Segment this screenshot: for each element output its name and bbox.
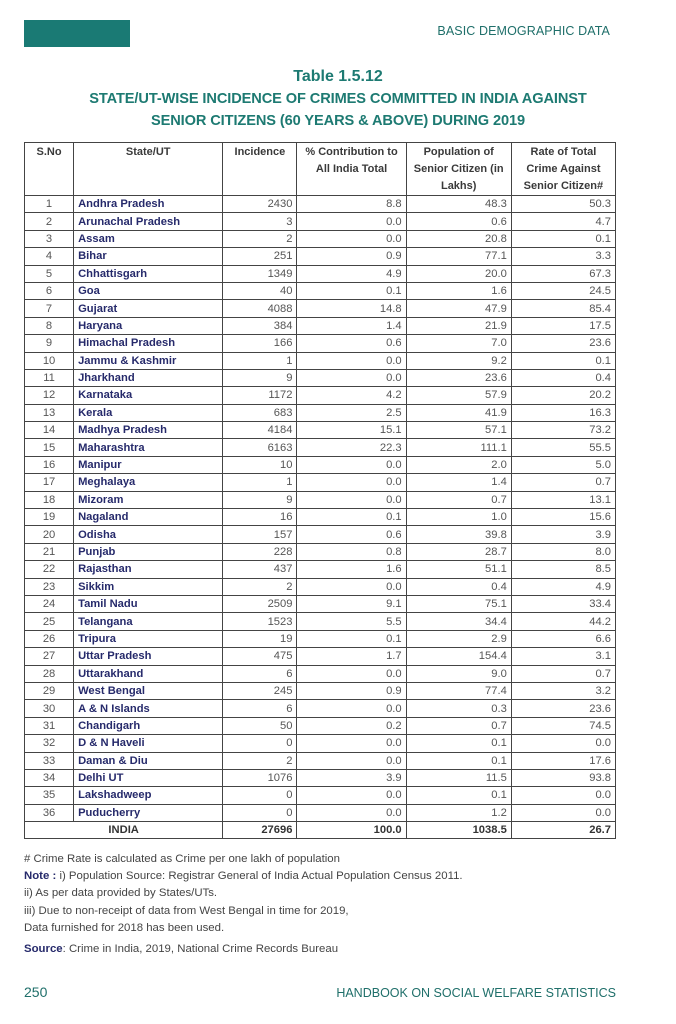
cell-population: 0.6: [406, 213, 511, 230]
cell-sno: 15: [25, 439, 74, 456]
cell-rate: 85.4: [511, 300, 615, 317]
cell-sno: 33: [25, 752, 74, 769]
cell-incidence: 1: [223, 474, 297, 491]
cell-pct: 0.0: [297, 665, 406, 682]
table-row: [25, 282, 616, 299]
cell-incidence: 0: [223, 735, 297, 752]
cell-rate: 16.3: [511, 404, 615, 421]
table-row: [25, 804, 616, 821]
cell-pct: 0.0: [297, 491, 406, 508]
cell-sno: 22: [25, 561, 74, 578]
cell-rate: 44.2: [511, 613, 615, 630]
cell-pct: 4.2: [297, 387, 406, 404]
cell-sno: 20: [25, 526, 74, 543]
cell-rate: 4.9: [511, 578, 615, 595]
cell-population: 1.0: [406, 509, 511, 526]
cell-pct: 4.9: [297, 265, 406, 282]
footer-handbook-title: HANDBOOK ON SOCIAL WELFARE STATISTICS: [336, 986, 616, 1000]
cell-pct: 5.5: [297, 613, 406, 630]
table-row: [25, 300, 616, 317]
cell-rate: 50.3: [511, 196, 615, 213]
cell-incidence: 1172: [223, 387, 297, 404]
note-iii: iii) Due to non-receipt of data from West Bengal in time for 2019,: [24, 904, 349, 917]
cell-population: 2.0: [406, 456, 511, 473]
cell-state: Odisha: [74, 526, 223, 543]
cell-sno: 26: [25, 630, 74, 647]
table-row: [25, 317, 616, 334]
cell-incidence: 437: [223, 561, 297, 578]
cell-incidence: 2430: [223, 196, 297, 213]
cell-rate: 4.7: [511, 213, 615, 230]
cell-sno: 11: [25, 369, 74, 386]
cell-pct: 0.1: [297, 630, 406, 647]
cell-incidence: 1523: [223, 613, 297, 630]
cell-state: Assam: [74, 230, 223, 247]
cell-rate: 0.0: [511, 735, 615, 752]
cell-population: 0.7: [406, 717, 511, 734]
cell-sno: 9: [25, 335, 74, 352]
cell-population: 7.0: [406, 335, 511, 352]
cell-sno: 14: [25, 422, 74, 439]
cell-incidence: 384: [223, 317, 297, 334]
table-row: [25, 491, 616, 508]
cell-pct: 14.8: [297, 300, 406, 317]
table-row: [25, 526, 616, 543]
cell-rate: 13.1: [511, 491, 615, 508]
cell-state: Tamil Nadu: [74, 595, 223, 612]
cell-state: Sikkim: [74, 578, 223, 595]
cell-rate: 0.4: [511, 369, 615, 386]
cell-state: Haryana: [74, 317, 223, 334]
cell-rate: 17.6: [511, 752, 615, 769]
cell-sno: 30: [25, 700, 74, 717]
cell-pct: 22.3: [297, 439, 406, 456]
cell-incidence: 19: [223, 630, 297, 647]
cell-rate: 0.7: [511, 474, 615, 491]
cell-population: 1.2: [406, 804, 511, 821]
page-number: 250: [24, 984, 48, 1000]
cell-sno: 5: [25, 265, 74, 282]
cell-population: 51.1: [406, 561, 511, 578]
cell-sno: 25: [25, 613, 74, 630]
note-i-text: i) Population Source: Registrar General of India Actual Population Census 2011.: [56, 870, 463, 883]
cell-pct: 0.9: [297, 682, 406, 699]
table-row: [25, 213, 616, 230]
cell-pct: 0.0: [297, 700, 406, 717]
cell-pct: 0.6: [297, 526, 406, 543]
table-row: [25, 335, 616, 352]
table-row: [25, 787, 616, 804]
cell-sno: 16: [25, 456, 74, 473]
col-header-population: Population of Senior Citizen (in Lakhs): [406, 143, 511, 196]
cell-sno: 17: [25, 474, 74, 491]
table-row: [25, 595, 616, 612]
table-row: [25, 769, 616, 786]
cell-incidence: 1076: [223, 769, 297, 786]
cell-population: 1.4: [406, 474, 511, 491]
cell-population: 9.2: [406, 352, 511, 369]
cell-sno: 7: [25, 300, 74, 317]
cell-rate: 73.2: [511, 422, 615, 439]
table-row: [25, 561, 616, 578]
cell-population: 0.1: [406, 752, 511, 769]
cell-incidence: 251: [223, 248, 297, 265]
cell-sno: 32: [25, 735, 74, 752]
cell-sno: 28: [25, 665, 74, 682]
cell-pct: 0.0: [297, 456, 406, 473]
cell-population: 39.8: [406, 526, 511, 543]
cell-pct: 0.0: [297, 735, 406, 752]
cell-state: Manipur: [74, 456, 223, 473]
cell-sno: 6: [25, 282, 74, 299]
cell-sno: 29: [25, 682, 74, 699]
cell-population: 20.0: [406, 265, 511, 282]
cell-state: Chandigarh: [74, 717, 223, 734]
cell-rate: 3.3: [511, 248, 615, 265]
cell-state: Telangana: [74, 613, 223, 630]
cell-pct: 0.1: [297, 509, 406, 526]
cell-population: 28.7: [406, 543, 511, 560]
cell-population: 0.3: [406, 700, 511, 717]
cell-sno: 13: [25, 404, 74, 421]
cell-pct: 0.6: [297, 335, 406, 352]
cell-pct: 0.0: [297, 752, 406, 769]
cell-sno: 36: [25, 804, 74, 821]
table-row: [25, 265, 616, 282]
cell-sno: 34: [25, 769, 74, 786]
cell-sno: 3: [25, 230, 74, 247]
cell-rate: 23.6: [511, 335, 615, 352]
cell-state: Goa: [74, 282, 223, 299]
cell-rate: 0.0: [511, 787, 615, 804]
cell-sno: 27: [25, 648, 74, 665]
cell-sno: 35: [25, 787, 74, 804]
cell-state: Meghalaya: [74, 474, 223, 491]
cell-pct: 0.0: [297, 578, 406, 595]
table-row: [25, 752, 616, 769]
cell-pct: 1.6: [297, 561, 406, 578]
cell-pct: 0.0: [297, 804, 406, 821]
cell-population: 1.6: [406, 282, 511, 299]
cell-incidence: 1349: [223, 265, 297, 282]
cell-pct: 3.9: [297, 769, 406, 786]
cell-state: Tripura: [74, 630, 223, 647]
cell-population: 9.0: [406, 665, 511, 682]
cell-pct: 0.1: [297, 282, 406, 299]
cell-state: Uttar Pradesh: [74, 648, 223, 665]
cell-state: Kerala: [74, 404, 223, 421]
cell-sno: 23: [25, 578, 74, 595]
cell-incidence: 245: [223, 682, 297, 699]
cell-pct: 15.1: [297, 422, 406, 439]
table-row: [25, 682, 616, 699]
table-row: [25, 352, 616, 369]
total-population: 1038.5: [406, 822, 511, 839]
header-accent-block: [24, 20, 130, 47]
cell-state: Lakshadweep: [74, 787, 223, 804]
cell-state: Gujarat: [74, 300, 223, 317]
cell-pct: 0.0: [297, 787, 406, 804]
cell-population: 41.9: [406, 404, 511, 421]
cell-rate: 0.1: [511, 352, 615, 369]
cell-incidence: 2: [223, 752, 297, 769]
cell-incidence: 683: [223, 404, 297, 421]
table-row: [25, 717, 616, 734]
cell-sno: 19: [25, 509, 74, 526]
cell-sno: 31: [25, 717, 74, 734]
cell-incidence: 9: [223, 369, 297, 386]
table-body: [25, 196, 616, 822]
cell-pct: 1.7: [297, 648, 406, 665]
cell-incidence: 2: [223, 578, 297, 595]
cell-pct: 9.1: [297, 595, 406, 612]
cell-pct: 1.4: [297, 317, 406, 334]
table-title-line2: SENIOR CITIZENS (60 YEARS & ABOVE) DURING 2019: [150, 113, 526, 129]
cell-pct: 0.8: [297, 543, 406, 560]
cell-pct: 0.0: [297, 352, 406, 369]
table-title-line1: STATE/UT-WISE INCIDENCE OF CRIMES COMMITTED IN INDIA AGAINST: [89, 91, 587, 107]
cell-population: 111.1: [406, 439, 511, 456]
notes: [24, 851, 463, 958]
cell-incidence: 6: [223, 665, 297, 682]
cell-state: Maharashtra: [74, 439, 223, 456]
cell-population: 48.3: [406, 196, 511, 213]
table-row: [25, 230, 616, 247]
cell-state: Jharkhand: [74, 369, 223, 386]
cell-population: 77.4: [406, 682, 511, 699]
cell-incidence: 157: [223, 526, 297, 543]
cell-state: Arunachal Pradesh: [74, 213, 223, 230]
note-iii-cont: Data furnished for 2018 has been used.: [24, 921, 225, 934]
cell-rate: 15.6: [511, 509, 615, 526]
cell-state: Chhattisgarh: [74, 265, 223, 282]
cell-incidence: 40: [223, 282, 297, 299]
cell-state: Uttarakhand: [74, 665, 223, 682]
cell-state: Madhya Pradesh: [74, 422, 223, 439]
note-label: Note :: [24, 870, 57, 883]
table-row: [25, 474, 616, 491]
cell-population: 47.9: [406, 300, 511, 317]
cell-pct: 0.2: [297, 717, 406, 734]
cell-incidence: 228: [223, 543, 297, 560]
cell-sno: 12: [25, 387, 74, 404]
source-line: [24, 941, 463, 958]
cell-pct: 0.0: [297, 369, 406, 386]
cell-sno: 4: [25, 248, 74, 265]
table-row: [25, 439, 616, 456]
cell-rate: 74.5: [511, 717, 615, 734]
cell-rate: 23.6: [511, 700, 615, 717]
cell-population: 154.4: [406, 648, 511, 665]
cell-pct: 8.8: [297, 196, 406, 213]
table-row: [25, 404, 616, 421]
col-header-sno: S.No: [25, 143, 74, 196]
cell-population: 34.4: [406, 613, 511, 630]
cell-pct: 0.0: [297, 474, 406, 491]
note-ii: ii) As per data provided by States/UTs.: [24, 887, 218, 900]
cell-pct: 2.5: [297, 404, 406, 421]
cell-incidence: 6163: [223, 439, 297, 456]
cell-population: 21.9: [406, 317, 511, 334]
cell-rate: 6.6: [511, 630, 615, 647]
cell-incidence: 4184: [223, 422, 297, 439]
table-row: [25, 630, 616, 647]
table-row: [25, 456, 616, 473]
cell-pct: 0.9: [297, 248, 406, 265]
cell-state: D & N Haveli: [74, 735, 223, 752]
cell-rate: 17.5: [511, 317, 615, 334]
cell-population: 0.4: [406, 578, 511, 595]
cell-incidence: 10: [223, 456, 297, 473]
table-row: [25, 613, 616, 630]
cell-population: 23.6: [406, 369, 511, 386]
table-row: [25, 735, 616, 752]
cell-rate: 55.5: [511, 439, 615, 456]
cell-sno: 18: [25, 491, 74, 508]
total-row: [25, 822, 616, 839]
col-header-pct-contribution: % Contribution to All India Total: [297, 143, 406, 196]
cell-incidence: 166: [223, 335, 297, 352]
table-row: [25, 422, 616, 439]
table-header-row: [25, 143, 616, 196]
total-pct: 100.0: [297, 822, 406, 839]
col-header-state: State/UT: [74, 143, 223, 196]
cell-incidence: 475: [223, 648, 297, 665]
cell-sno: 1: [25, 196, 74, 213]
cell-rate: 5.0: [511, 456, 615, 473]
table-row: [25, 665, 616, 682]
cell-sno: 24: [25, 595, 74, 612]
cell-state: Puducherry: [74, 804, 223, 821]
cell-population: 57.9: [406, 387, 511, 404]
cell-state: Delhi UT: [74, 769, 223, 786]
cell-state: Andhra Pradesh: [74, 196, 223, 213]
cell-pct: 0.0: [297, 230, 406, 247]
cell-incidence: 9: [223, 491, 297, 508]
col-header-incidence: Incidence: [223, 143, 297, 196]
total-label: INDIA: [25, 822, 223, 839]
section-header: BASIC DEMOGRAPHIC DATA: [437, 24, 610, 38]
cell-incidence: 1: [223, 352, 297, 369]
cell-population: 0.1: [406, 735, 511, 752]
cell-state: Mizoram: [74, 491, 223, 508]
cell-state: Bihar: [74, 248, 223, 265]
cell-incidence: 2509: [223, 595, 297, 612]
table-row: [25, 543, 616, 560]
cell-incidence: 0: [223, 787, 297, 804]
cell-rate: 8.5: [511, 561, 615, 578]
cell-sno: 10: [25, 352, 74, 369]
source-text: : Crime in India, 2019, National Crime Records Bureau: [62, 943, 339, 956]
cell-incidence: 6: [223, 700, 297, 717]
cell-state: Himachal Pradesh: [74, 335, 223, 352]
cell-rate: 0.0: [511, 804, 615, 821]
cell-pct: 0.0: [297, 213, 406, 230]
note-crime-rate: # Crime Rate is calculated as Crime per one lakh of population: [24, 853, 340, 865]
cell-incidence: 2: [223, 230, 297, 247]
cell-state: A & N Islands: [74, 700, 223, 717]
cell-sno: 21: [25, 543, 74, 560]
cell-incidence: 0: [223, 804, 297, 821]
table-row: [25, 196, 616, 213]
cell-population: 0.1: [406, 787, 511, 804]
cell-population: 0.7: [406, 491, 511, 508]
cell-population: 57.1: [406, 422, 511, 439]
table-row: [25, 369, 616, 386]
cell-rate: 20.2: [511, 387, 615, 404]
table-row: [25, 648, 616, 665]
table-row: [25, 387, 616, 404]
table-row: [25, 509, 616, 526]
title-area: [0, 68, 676, 132]
cell-rate: 24.5: [511, 282, 615, 299]
crime-table: [24, 142, 616, 839]
cell-rate: 8.0: [511, 543, 615, 560]
cell-population: 2.9: [406, 630, 511, 647]
cell-state: West Bengal: [74, 682, 223, 699]
cell-rate: 67.3: [511, 265, 615, 282]
cell-state: Rajasthan: [74, 561, 223, 578]
cell-rate: 0.1: [511, 230, 615, 247]
cell-rate: 3.9: [511, 526, 615, 543]
cell-population: 75.1: [406, 595, 511, 612]
table-number: Table 1.5.12: [293, 68, 383, 85]
table-row: [25, 700, 616, 717]
table-row: [25, 248, 616, 265]
table-row: [25, 578, 616, 595]
cell-incidence: 4088: [223, 300, 297, 317]
note-i: [24, 868, 463, 885]
cell-state: Jammu & Kashmir: [74, 352, 223, 369]
source-label: Source: [24, 943, 63, 956]
cell-rate: 3.1: [511, 648, 615, 665]
cell-sno: 2: [25, 213, 74, 230]
cell-state: Daman & Diu: [74, 752, 223, 769]
cell-state: Karnataka: [74, 387, 223, 404]
cell-rate: 0.7: [511, 665, 615, 682]
cell-incidence: 16: [223, 509, 297, 526]
total-incidence: 27696: [223, 822, 297, 839]
cell-sno: 8: [25, 317, 74, 334]
total-rate: 26.7: [511, 822, 615, 839]
cell-population: 11.5: [406, 769, 511, 786]
cell-incidence: 50: [223, 717, 297, 734]
cell-population: 20.8: [406, 230, 511, 247]
cell-rate: 33.4: [511, 595, 615, 612]
col-header-crime-rate: Rate of Total Crime Against Senior Citizen#: [511, 143, 615, 196]
cell-rate: 3.2: [511, 682, 615, 699]
cell-incidence: 3: [223, 213, 297, 230]
cell-state: Nagaland: [74, 509, 223, 526]
cell-state: Punjab: [74, 543, 223, 560]
cell-rate: 93.8: [511, 769, 615, 786]
cell-population: 77.1: [406, 248, 511, 265]
